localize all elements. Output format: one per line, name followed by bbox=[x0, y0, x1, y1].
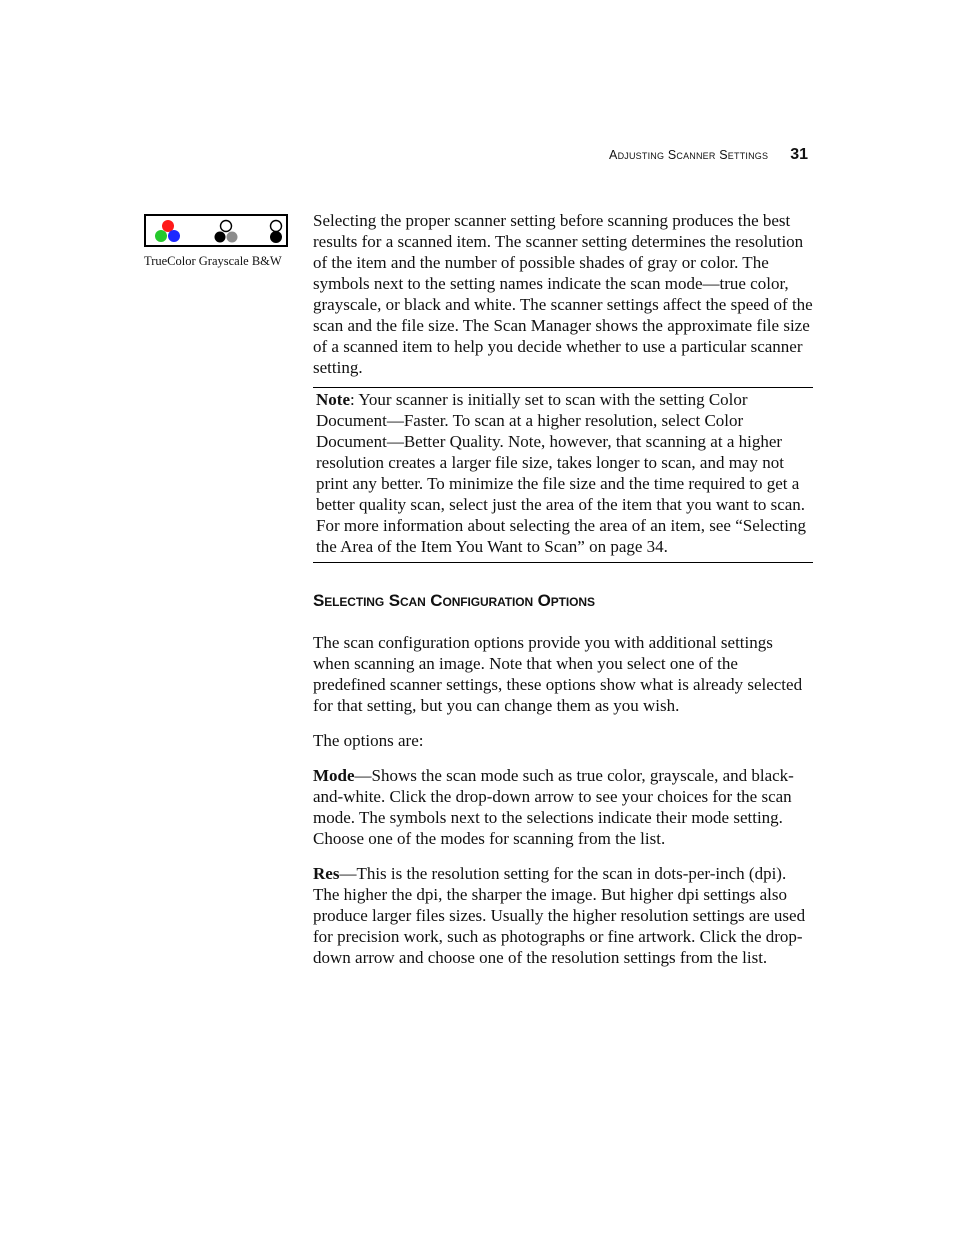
note-text bbox=[316, 388, 809, 557]
mode-option bbox=[313, 765, 813, 849]
page-number: 31 bbox=[790, 146, 808, 163]
note-label: Note bbox=[316, 390, 350, 409]
mode-term: Mode bbox=[313, 766, 355, 785]
section-paragraph: The scan configuration options provide you with additional settings when scanning an image. Note that when you select one of the predefined scanner settings, these options show what is already selected for that setting, but you can change them as you wish. bbox=[313, 633, 803, 715]
intro-paragraph: Selecting the proper scanner setting before scanning produces the best results for a scanned item. The scanner setting determines the resolution of the item and the number of possible shades of gray or color. The symbols next to the setting names indicate the scan mode—true color, grayscale, or black and white. The scanner settings affect the speed of the scan and the file size. The Scan Manager shows the approximate file size of a scanned item to help you decide whether to use a particular scanner setting. bbox=[313, 211, 813, 377]
scan-mode-figure bbox=[144, 214, 288, 269]
res-term: Res bbox=[313, 864, 340, 883]
options-intro: The options are: bbox=[313, 731, 424, 750]
res-description: —This is the resolution setting for the scan in dots-per-inch (dpi). The higher the dpi, the sharper the image. But higher dpi settings also produce larger files sizes. Usually the higher resolution settings are used for precision work, such as photographs or fine artwork. Click the drop-down arrow and choose one of the resolution settings from the list. bbox=[313, 864, 806, 967]
scan-mode-symbols bbox=[144, 214, 288, 247]
bw-icon bbox=[270, 221, 282, 244]
note-box bbox=[313, 387, 813, 563]
running-header bbox=[609, 146, 808, 164]
section-heading: Selecting Scan Configuration Options bbox=[313, 591, 595, 610]
running-title: Adjusting Scanner Settings bbox=[609, 148, 769, 162]
truecolor-icon bbox=[155, 220, 180, 242]
mode-description: —Shows the scan mode such as true color, grayscale, and black-and-white. Click the drop-down arrow to see your choices for the scan mode. The symbols next to the selections indicate their mode setting. Choose one of the modes for scanning from the list. bbox=[313, 766, 794, 848]
note-body: : Your scanner is initially set to scan with the setting Color Document—Faster. To scan at a higher resolution, select Color Document—Better Quality. Note, however, that scanning at a higher resolution creates a larger file size, takes longer to scan, and may not print any better. To minimize the file size and the time required to get a better quality scan, select just the area of the item that you want to scan. For more information about selecting the area of an item, see “Selecting the Area of the Item You Want to Scan” on page 34. bbox=[316, 390, 806, 556]
res-option bbox=[313, 863, 813, 968]
figure-caption: TrueColor Grayscale B&W bbox=[144, 254, 282, 268]
main-content bbox=[313, 210, 813, 968]
grayscale-icon bbox=[215, 221, 238, 243]
